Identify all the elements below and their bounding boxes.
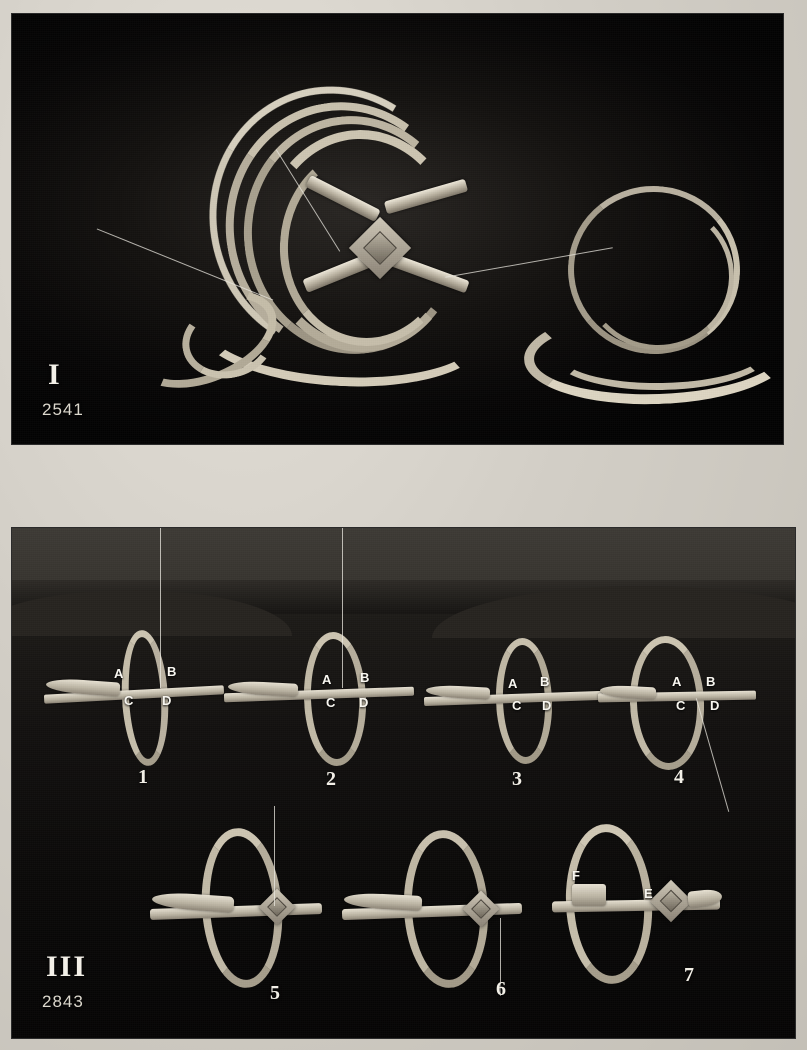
model4-figure-number: 4 — [674, 766, 684, 788]
model7-label-E: E — [644, 886, 653, 901]
model2-label-D: D — [359, 695, 369, 710]
model6-figure-number: 6 — [496, 978, 506, 1000]
model3-label-D: D — [542, 698, 552, 713]
model1-label-A: A — [114, 666, 124, 681]
model3-label-B: B — [540, 674, 550, 689]
model2-suspension-wire — [342, 528, 343, 688]
model5-suspension-wire — [274, 806, 275, 906]
model7-label-F: F — [572, 868, 580, 883]
model6-hub-inner — [471, 899, 492, 920]
model2-figure-number: 2 — [326, 768, 336, 790]
plate-one-roman-label: I — [48, 358, 62, 391]
hub-inner-plate — [363, 231, 398, 266]
model1-label-D: D — [162, 693, 172, 708]
model7-hub-inner — [659, 889, 683, 913]
model2-label-A: A — [322, 672, 332, 687]
model7-figure-number: 7 — [684, 964, 694, 986]
model5-figure-number: 5 — [270, 982, 280, 1004]
plate-three-negative-number: 2843 — [42, 992, 84, 1011]
model3-label-C: C — [512, 698, 522, 713]
model1-suspension-wire — [160, 528, 161, 688]
model3-figure-number: 3 — [512, 768, 522, 790]
model4-label-B: B — [706, 674, 716, 689]
model1-label-C: C — [124, 693, 134, 708]
model7-collar-F — [572, 884, 606, 906]
model1-figure-number: 1 — [138, 766, 148, 788]
model4-label-A: A — [672, 674, 682, 689]
plate-one-photograph — [12, 14, 783, 444]
model1-label-B: B — [167, 664, 177, 679]
plate-three-roman-label: III — [46, 950, 88, 983]
model2-label-B: B — [360, 670, 370, 685]
plate-three-photograph — [12, 528, 795, 1038]
model4-label-C: C — [676, 698, 686, 713]
model2-label-C: C — [326, 695, 336, 710]
plate-one-negative-number: 2541 — [42, 400, 84, 419]
model5-hub-inner — [267, 897, 288, 918]
model4-label-D: D — [710, 698, 720, 713]
model3-label-A: A — [508, 676, 518, 691]
